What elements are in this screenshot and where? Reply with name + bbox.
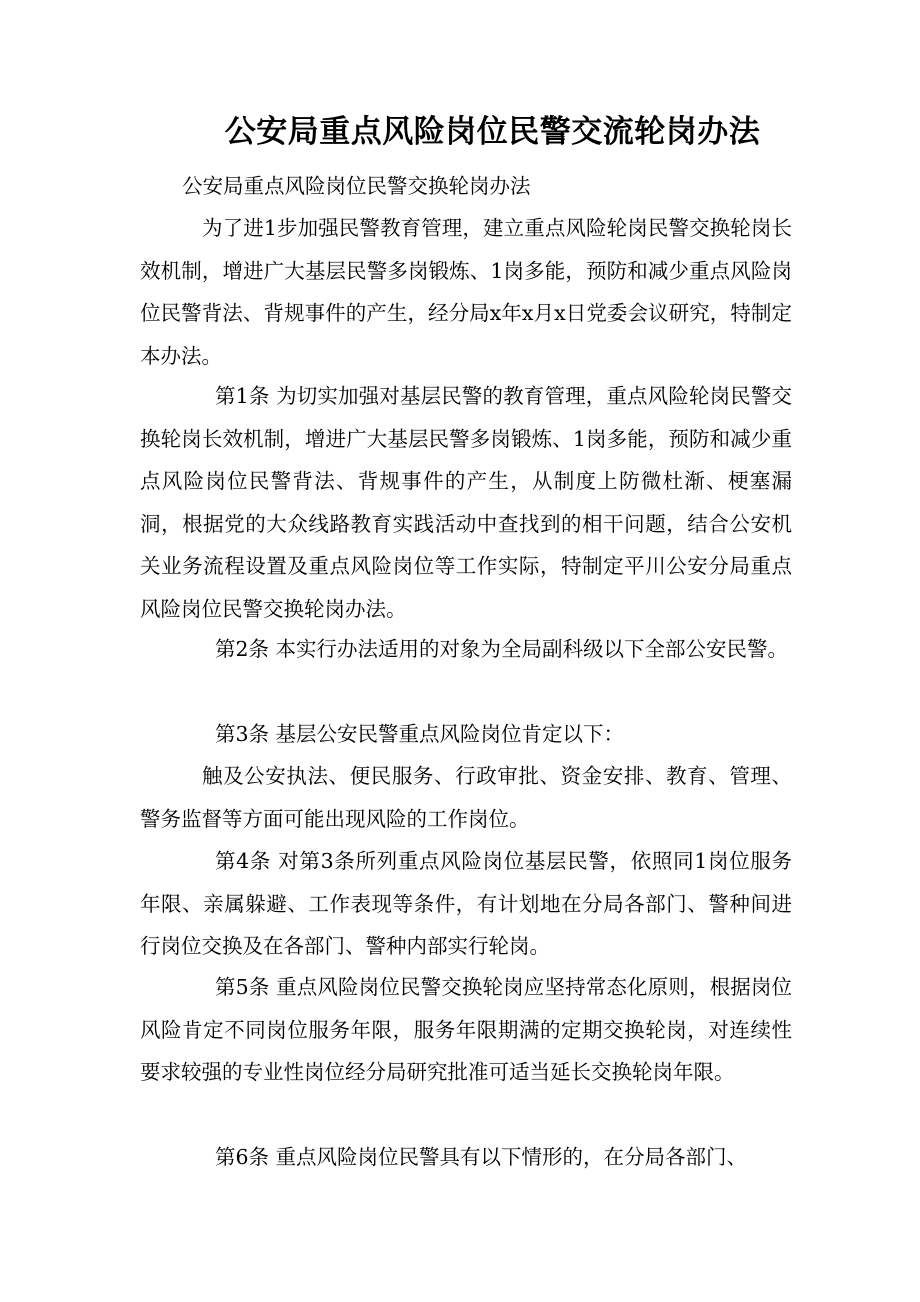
article-2: 第2条 本实行办法适用的对象为全局副科级以下全部公安民警。 xyxy=(215,637,789,661)
article-1: 第1条 为切实加强对基层民警的教育管理，重点风险轮岗民警交换轮岗长效机制，增进广大基层民警多岗锻炼、1岗多能，预防和减少重点风险岗位民警背法、背规事件的产生，从制度上防微杜渐、梗塞漏洞，根据党的大众线路教育实践活动中查找到的相干问题，结合公安机关业务流程设置及重点风险岗位等工作实际，特制定平川公安分局重点风险岗位民警交换轮岗办法。 xyxy=(140,384,792,621)
article-3: 第3条 基层公安民警重点风险岗位肯定以下： xyxy=(215,722,625,746)
article-6: 第6条 重点风险岗位民警具有以下情形的，在分局各部门、 xyxy=(215,1145,748,1169)
document-title: 公安局重点风险岗位民警交流轮岗办法 xyxy=(224,114,761,150)
article-3-detail: 触及公安执法、便民服务、行政审批、资金安排、教育、管理、警务监督等方面可能出现风险的工作岗位。 xyxy=(140,764,792,831)
document-subtitle: 公安局重点风险岗位民警交换轮岗办法 xyxy=(182,174,531,198)
intro-paragraph: 为了进1步加强民警教育管理，建立重点风险轮岗民警交换轮岗长效机制，增进广大基层民警多岗锻炼、1岗多能，预防和减少重点风险岗位民警背法、背规事件的产生，经分局x年x月x日党委会议研究，特制定本办法。 xyxy=(140,216,792,368)
article-5: 第5条 重点风险岗位民警交换轮岗应坚持常态化原则，根据岗位风险肯定不同岗位服务年限，服务年限期满的定期交换轮岗，对连续性要求较强的专业性岗位经分局研究批准可适当延长交换轮岗年限。 xyxy=(140,975,792,1084)
article-4: 第4条 对第3条所列重点风险岗位基层民警，依照同1岗位服务年限、亲属躲避、工作表现等条件，有计划地在分局各部门、警种间进行岗位交换及在各部门、警种内部实行轮岗。 xyxy=(140,849,792,958)
